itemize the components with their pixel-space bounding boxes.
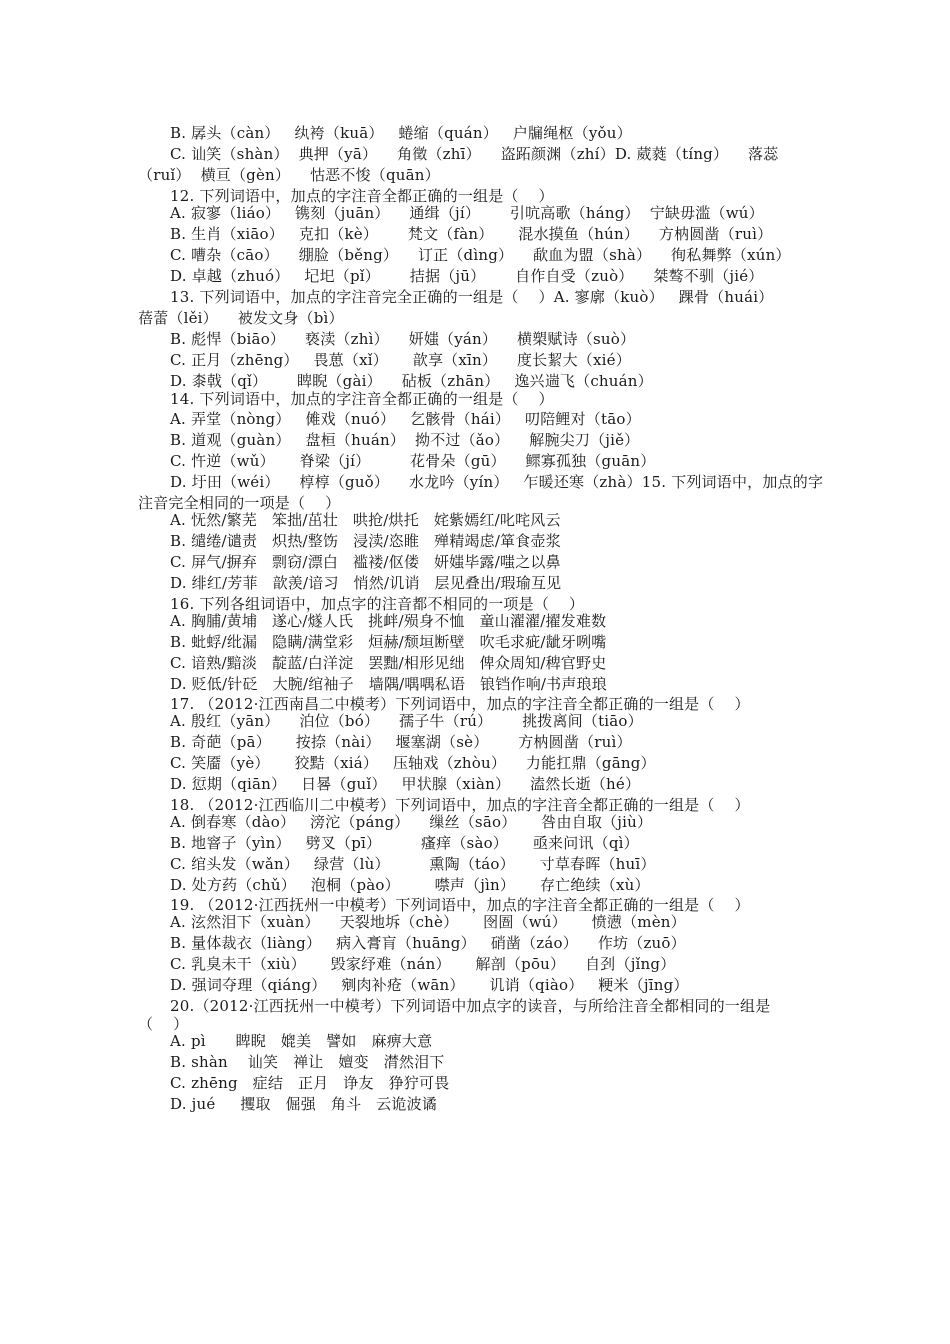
text-line: D. 桼戟（qǐ） 睥睨（gài） 砧板（zhān） 逸兴遄飞（chuán） — [170, 372, 653, 390]
text-line: B. 奇葩（pā） 按捺（nài） 堰塞湖（sè） 方枘圆凿（ruì） — [170, 733, 632, 751]
text-line: B. 生肖（xiāo） 克扣（kè） 梵文（fàn） 混水摸鱼（hún） 方枘圆凿（ruì） — [170, 225, 773, 243]
text-line: C. 绾头发（wǎn） 绿营（lù） 熏陶（táo） 寸草春晖（huī） — [170, 855, 656, 873]
text-line: B. 蚍蜉/纰漏 隐瞒/满堂彩 烜赫/颓垣断壁 吹毛求疵/龇牙咧嘴 — [170, 633, 607, 651]
text-line: A. 倒春寒（dào） 滂沱（páng） 缫丝（sāo） 咎由自取（jiù） — [170, 813, 653, 831]
text-line: A. 寂寥（liáo） 镌刻（juān） 通缉（jí） 引吭高歌（háng） 宁缺毋滥（wú） — [170, 204, 764, 222]
text-line: A. pì 睥睨 媲美 譬如 麻痹大意 — [170, 1032, 433, 1050]
text-line: B. 道观（guàn） 盘桓（huán） 拗不过（ǎo） 解腕尖刀（jiě） — [170, 431, 640, 449]
text-line: B. shàn 讪笑 禅让 嬗变 潸然泪下 — [170, 1053, 445, 1071]
text-line: 17. （2012·江西南昌二中模考）下列词语中，加点的字注音全都正确的一组是（ ） — [170, 695, 750, 713]
text-line: 13. 下列词语中，加点的字注音完全正确的一组是（ ）A. 寥廓（kuò） 踝骨（huái） — [170, 288, 774, 306]
text-line: C. 讪笑（shàn） 典押（yā） 角徵（zhī） 盗跖颜渊（zhí）D. 葳蕤（tíng） 落蕊 — [170, 145, 779, 163]
text-line: C. 忤逆（wǔ） 脊梁（jí） 花骨朵（gū） 鳏寡孤独（guān） — [170, 452, 656, 470]
text-line: B. 彪悍（biāo） 亵渎（zhì） 妍媸（yán） 横槊赋诗（suò） — [170, 330, 636, 348]
text-line: 注音完全相同的一项是（ ） — [138, 494, 341, 512]
text-line: C. 屏气/摒弃 剽窃/漂白 褴褛/伛偻 妍媸毕露/嗤之以鼻 — [170, 553, 561, 571]
text-line: C. 嘈杂（cāo） 绷脸（běng） 订正（dìng） 歃血为盟（shà） 徇私舞弊（xún） — [170, 246, 791, 264]
text-line: 12. 下列词语中，加点的字注音全都正确的一组是（ ） — [170, 187, 554, 205]
text-line: C. 笑靥（yè） 狡黠（xiá） 压轴戏（zhòu） 力能扛鼎（gāng） — [170, 754, 656, 772]
text-line: 19. （2012·江西抚州一中模考）下列词语中，加点的字注音全都正确的一组是（ ） — [170, 896, 750, 914]
text-line: A. 泫然泪下（xuàn） 天裂地坼（chè） 囹圄（wú） 愤懑（mèn） — [170, 913, 686, 931]
text-line: （ruǐ） 横亘（gèn） 怙恶不悛（quān） — [138, 166, 440, 184]
text-line: D. 处方药（chǔ） 泡桐（pào） 噤声（jìn） 存亡绝续（xù） — [170, 876, 650, 894]
text-line: D. 贬低/针砭 大腕/绾袖子 墙隅/喁喁私语 锒铛作响/书声琅琅 — [170, 675, 607, 693]
text-line: C. 正月（zhēng） 畏葸（xǐ） 歆享（xīn） 度长絜大（xié） — [170, 351, 631, 369]
text-line: C. 乳臭未干（xiù） 毁家纾难（nán） 解剖（pōu） 自刭（jǐng） — [170, 955, 676, 973]
text-line: （ ） — [138, 1015, 189, 1033]
text-line: 蓓蕾（lěi） 被发文身（bì） — [138, 309, 344, 327]
text-line: 20.（2012·江西抚州一中模考）下列词语中加点字的读音，与所给注音全都相同的一组是 — [170, 997, 771, 1015]
text-line: D. 绯红/芳菲 歆羡/谙习 悄然/讥诮 层见叠出/瑕瑜互见 — [170, 574, 562, 592]
text-line: B. 孱头（càn） 纨袴（kuā） 蜷缩（quán） 户牖绳枢（yǒu） — [170, 124, 632, 142]
text-line: A. 怃然/繁芜 笨拙/茁壮 哄抢/烘托 姹紫嫣红/叱咤风云 — [170, 511, 561, 529]
text-line: A. 弄堂（nòng） 傩戏（nuó） 乞骸骨（hái） 叨陪鲤对（tāo） — [170, 410, 641, 428]
text-line: A. 殷红（yān） 泊位（bó） 孺子牛（rú） 挑拨离间（tiāo） — [170, 712, 643, 730]
text-line: C. 谙熟/黯淡 靛蓝/白洋淀 罢黜/相形见绌 俾众周知/稗官野史 — [170, 654, 607, 672]
text-line: D. 愆期（qiān） 日晷（guǐ） 甲状腺（xiàn） 溘然长逝（hé） — [170, 775, 641, 793]
text-line: D. 圩田（wéi） 椁椁（guǒ） 水龙吟（yín） 乍暖还寒（zhà）15. 下列词语中，加点的字 — [170, 473, 824, 491]
text-line: B. 缱绻/谴责 炽热/整饬 浸渎/恣睢 殚精竭虑/箪食壶浆 — [170, 532, 561, 550]
text-line: D. jué 攫取 倔强 角斗 云诡波谲 — [170, 1095, 437, 1113]
text-line: B. 量体裁衣（liàng） 病入膏肓（huāng） 硝凿（záo） 作坊（zuō） — [170, 934, 686, 952]
text-line: 18. （2012·江西临川二中模考）下列词语中，加点的字注音全都正确的一组是（ ） — [170, 796, 750, 814]
text-line: C. zhēng 症结 正月 诤友 狰狞可畏 — [170, 1074, 450, 1092]
text-line: D. 卓越（zhuó） 圮圯（pǐ） 拮据（jū） 自作自受（zuò） 桀骜不驯（jié） — [170, 267, 764, 285]
text-line: A. 胸脯/黄埔 遂心/燧人氏 挑衅/殒身不恤 童山濯濯/擢发难数 — [170, 612, 607, 630]
text-line: B. 地窨子（yìn） 劈叉（pī） 瘙痒（sào） 亟来问讯（qì） — [170, 834, 639, 852]
text-line: 14. 下列词语中，加点的字注音全都正确的一组是（ ） — [170, 390, 554, 408]
text-line: D. 强词夺理（qiáng） 剜肉补疮（wān） 讥诮（qiào） 粳米（jīng） — [170, 976, 689, 994]
text-line: 16. 下列各组词语中，加点字的注音都不相同的一项是（ ） — [170, 595, 585, 613]
